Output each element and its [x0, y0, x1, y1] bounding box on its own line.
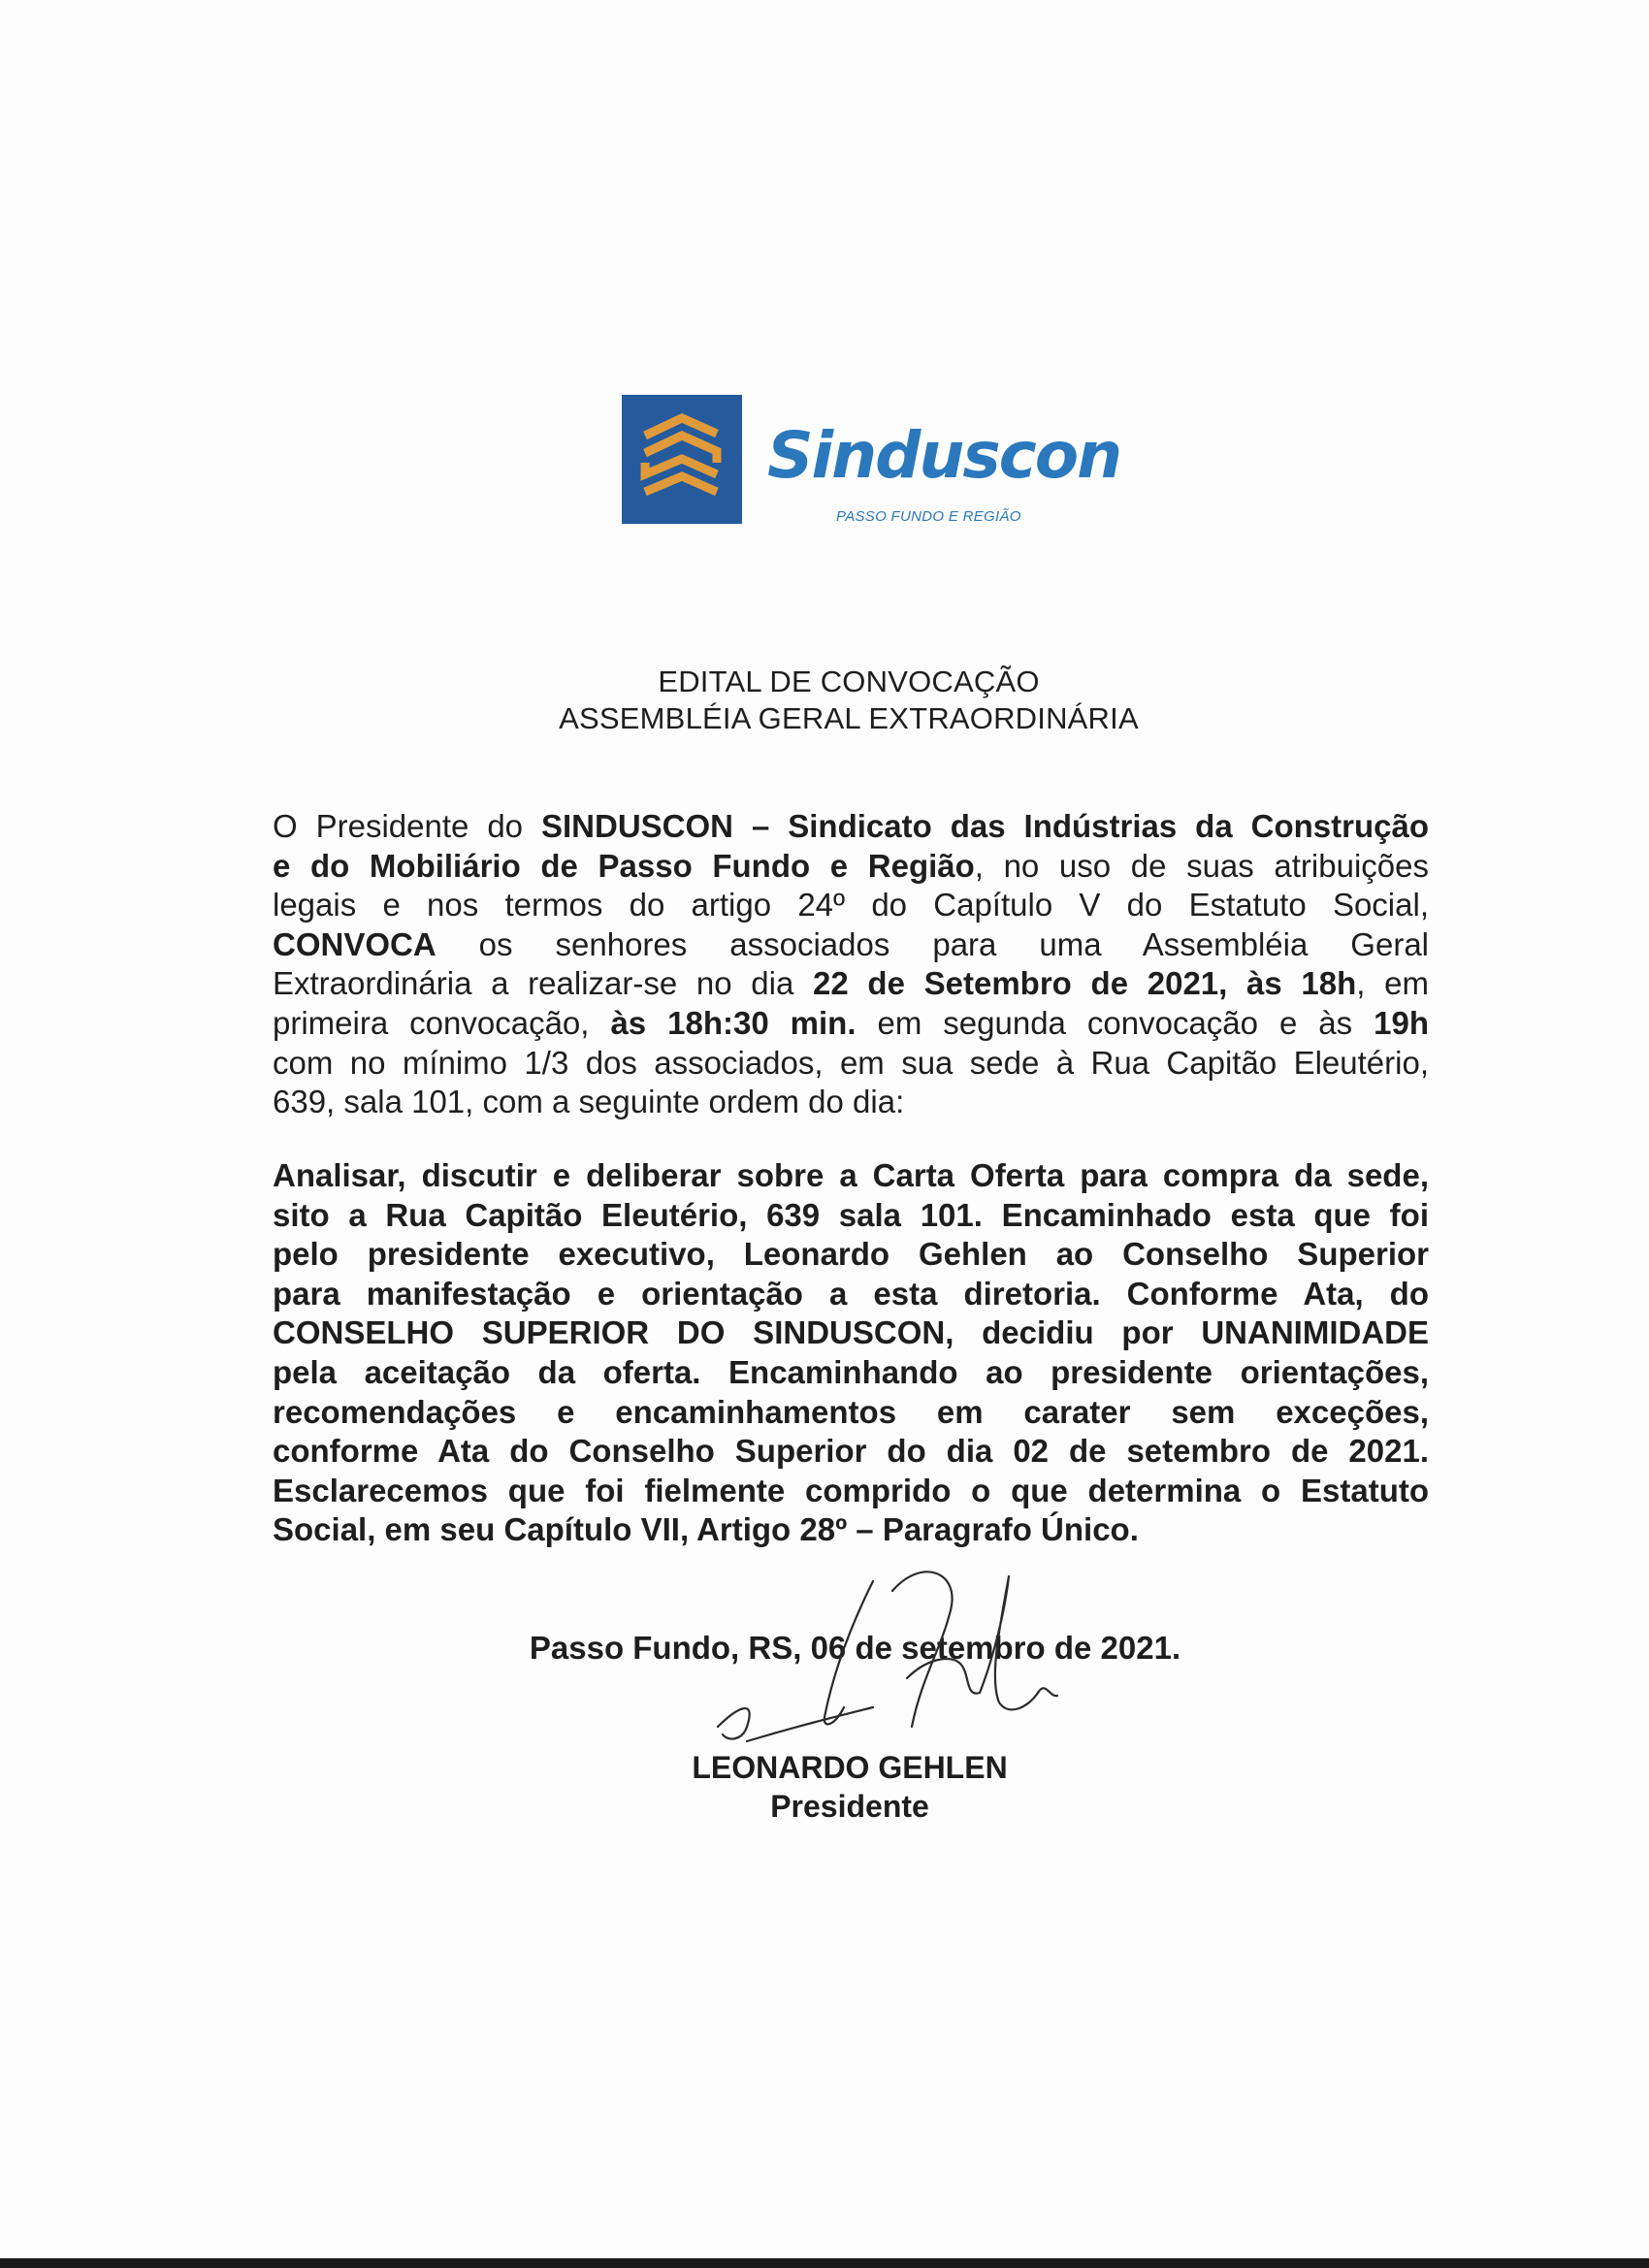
signatory-name: LEONARDO GEHLEN [692, 1750, 1008, 1785]
scan-bottom-edge [0, 2258, 1649, 2268]
agenda-line: Analisar, discutir e deliberar sobre a Carta Oferta para compra da sede, [273, 1157, 1429, 1193]
sinduscon-logo [622, 395, 1121, 527]
heading-line-1: EDITAL DE CONVOCAÇÃO [658, 664, 1040, 698]
paragraph-line: legais e nos termos do artigo 24º do Capítulo V do Estatuto Social, [273, 887, 1429, 923]
paragraph-line: primeira convocação, às 18h:30 min. em segunda convocação e às 19h [273, 1004, 1429, 1041]
agenda-line: conforme Ata do Conselho Superior do dia 02 de setembro de 2021. [273, 1433, 1429, 1470]
paragraph-line: e do Mobiliário de Passo Fundo e Região, no uso de suas atribuições [273, 847, 1429, 884]
document-heading [0, 664, 1649, 737]
signatory-role: Presidente [770, 1789, 929, 1824]
agenda-line: sito a Rua Capitão Eleutério, 639 sala 101. Encaminhado esta que foi [273, 1196, 1429, 1233]
agenda-line: Social, em seu Capítulo VII, Artigo 28º – Paragrafo Único. [273, 1511, 1139, 1548]
convocation-paragraph [273, 807, 1429, 1122]
agenda-line: pelo presidente executivo, Leonardo Gehlen ao Conselho Superior [273, 1236, 1429, 1273]
agenda-line: CONSELHO SUPERIOR DO SINDUSCON, decidiu por UNANIMIDADE [273, 1314, 1429, 1351]
heading-line-2: ASSEMBLÉIA GERAL EXTRAORDINÁRIA [559, 701, 1139, 735]
agenda-paragraph [273, 1156, 1429, 1550]
paragraph-line: com no mínimo 1/3 dos associados, em sua sede à Rua Capitão Eleutério, [273, 1044, 1429, 1081]
agenda-line: para manifestação e orientação a esta diretoria. Conforme Ata, do [273, 1275, 1429, 1312]
agenda-line: recomendações e encaminhamentos em carater sem exceções, [273, 1393, 1429, 1430]
place-and-date: Passo Fundo, RS, 06 de setembro de 2021. [529, 1630, 1181, 1666]
agenda-line: Esclarecemos que foi fielmente comprido o que determina o Estatuto [273, 1472, 1429, 1508]
paragraph-line: Extraordinária a realizar-se no dia 22 de Setembro de 2021, às 18h, em [273, 965, 1429, 1002]
handwritten-signature [689, 1562, 1096, 1756]
sinduscon-logo-mark-icon [622, 395, 742, 524]
signatory-block [0, 1748, 1649, 1826]
logo-wordmark: Sinduscon [767, 418, 1121, 493]
agenda-line: pela aceitação da oferta. Encaminhando ao presidente orientações, [273, 1353, 1429, 1390]
paragraph-line: O Presidente do SINDUSCON – Sindicato das Indústrias da Construção [273, 808, 1429, 844]
paragraph-line: CONVOCA os senhores associados para uma Assembléia Geral [273, 925, 1429, 962]
paragraph-line: 639, sala 101, com a seguinte ordem do dia: [273, 1084, 905, 1120]
logo-tagline: PASSO FUNDO E REGIÃO [836, 508, 1021, 525]
